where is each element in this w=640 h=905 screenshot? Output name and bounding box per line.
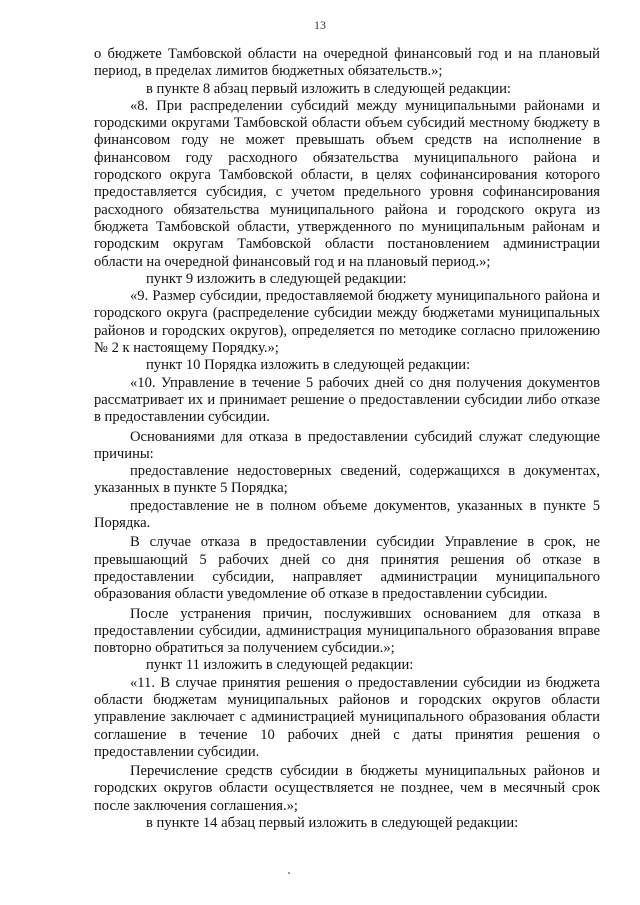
paragraph-budget-continuation: о бюджете Тамбовской области на очередной финансовый год и на плановый период, в пределах лимитов бюджетных обязательств.»; [94,46,600,80]
paragraph-point-8-text: «8. При распределении субсидий между муниципальными районами и городскими округами Тамбовской области объем субсидий местному бюджету в финансовом году не может превышать объем средств на исполнение в финансовом году расходного обязательства муниципального района и городского округа Тамбовской области, в целях софинансирования которого предоставляется субсидия, с учетом предельного уровня софинансирования расходного обязательства муниципального района и городского округа из бюджета Тамбовской области, утвержденного по муниципальным районам и городским округам Тамбовской области постановлением администрации области на очередной финансовый год и на плановый период.»; [94,97,600,270]
paragraph-point-10-instruction: пункт 10 Порядка изложить в следующей редакции: [146,357,471,374]
paragraph-ground-false-info: предоставление недостоверных сведений, содержащихся в документах, указанных в пункте 5 Порядка; [94,463,600,497]
paragraph-point-11-text: «11. В случае принятия решения о предоставлении субсидии из бюджета области бюджетам муниципальных районов и городских округов области управление заключает с администрацией муниципального образования области соглашение в течение 10 рабочих дней с даты принятия решения о предоставлении субсидии. [94,674,600,760]
document-body [94,46,600,832]
paragraph-point-8-instruction: в пункте 8 абзац первый изложить в следующей редакции: [146,80,511,97]
paragraph-point-10-text: «10. Управление в течение 5 рабочих дней со дня получения документов рассматривает их и принимает решение о предоставлении субсидии либо отказе в предоставлении субсидии. [94,374,600,426]
paragraph-point-9-text: «9. Размер субсидии, предоставляемой бюджету муниципального района и городского округа (распределение субсидии между бюджетами муниципальных районов и городских округов), определяется по методике согласно приложению № 2 к настоящему Порядку.»; [94,288,600,357]
paragraph-transfer-terms: Перечисление средств субсидии в бюджеты муниципальных районов и городских округов области осуществляется не позднее, чем в месячный срок после заключения соглашения.»; [94,763,600,814]
paragraph-reapplication: После устранения причин, послуживших основанием для отказа в предоставлении субсидии, администрация муниципального образования вправе повторно обратиться за получением субсидии.»; [94,605,600,657]
paragraph-refusal-grounds: Основаниями для отказа в предоставлении субсидий служат следующие причины: [94,428,600,462]
paragraph-ground-incomplete-docs: предоставление не в полном объеме документов, указанных в пункте 5 Порядка. [94,497,600,532]
paragraph-point-9-instruction: пункт 9 изложить в следующей редакции: [146,270,407,287]
paragraph-point-11-instruction: пункт 11 изложить в следующей редакции: [146,657,414,674]
scan-speck [288,872,290,874]
page-number: 13 [314,18,326,32]
paragraph-refusal-notice: В случае отказа в предоставлении субсидии Управление в срок, не превышающий 5 рабочих дней со дня принятия решения об отказе в предоставлении субсидии, направляет администрации муниципального образования области уведомление об отказе в предоставлении субсидии. [94,534,600,603]
paragraph-point-14-instruction: в пункте 14 абзац первый изложить в следующей редакции: [146,815,519,832]
